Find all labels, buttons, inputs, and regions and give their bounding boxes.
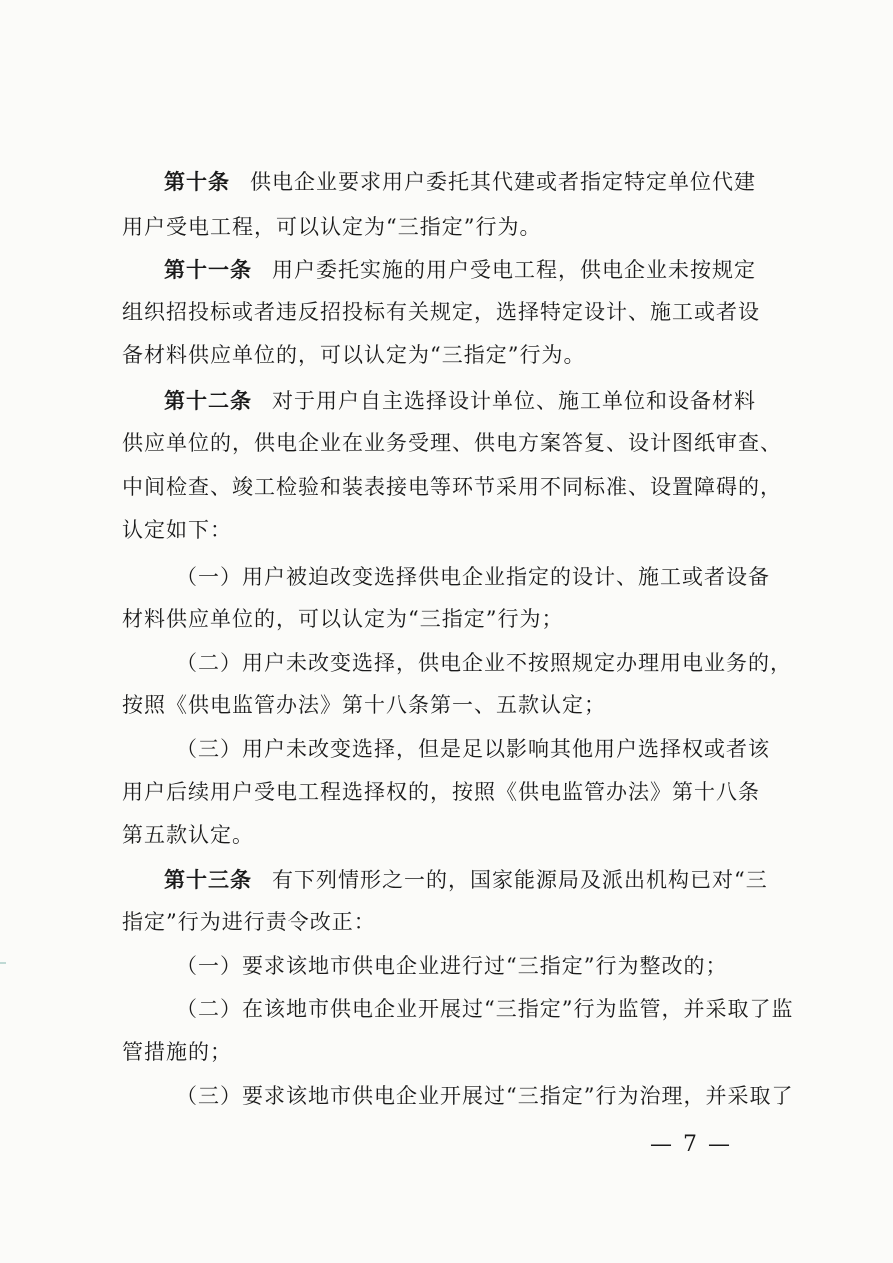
article-10-line-1 [164,167,756,197]
article-label: 第十二条 [164,388,252,413]
article-12-item-2-line-2: 按照《供电监管办法》第十八条第一、五款认定； [122,693,606,717]
line-text: 对于用户自主选择设计单位、施工单位和设备材料 [272,389,756,413]
article-11-line-2: 组织招投标或者违反招投标有关规定，选择特定设计、施工或者设 [122,300,760,324]
article-12-line-1 [164,386,756,416]
article-11-line-1 [164,255,756,285]
article-13-item-1: （一）要求该地市供电企业进行过“三指定”行为整改的； [176,954,728,978]
article-13-item-2-line-2: 管措施的； [122,1040,232,1064]
article-12-line-2: 供应单位的，供电企业在业务受理、供电方案答复、设计图纸审查、 [122,431,782,455]
article-12-line-3: 中间检查、竣工检验和装表接电等环节采用不同标准、设置障碍的， [122,475,782,499]
article-13-line-1 [164,865,768,895]
article-10-line-2: 用户受电工程，可以认定为“三指定”行为。 [122,215,542,239]
page-number: — 7 — [650,1132,732,1157]
article-12-line-4: 认定如下： [122,518,232,542]
article-12-item-3-line-3: 第五款认定。 [122,823,254,847]
article-label: 第十三条 [164,867,252,892]
article-13-line-2: 指定”行为进行责令改正： [122,910,376,934]
scan-edge-mark [0,962,6,964]
line-text: 用户委托实施的用户受电工程，供电企业未按规定 [272,258,756,282]
article-12-item-3-line-1: （三）用户未改变选择，但是足以影响其他用户选择权或者该 [176,737,770,761]
article-label: 第十条 [164,169,230,194]
article-12-item-3-line-2: 用户后续用户受电工程选择权的，按照《供电监管办法》第十八条 [122,780,760,804]
line-text: 供电企业要求用户委托其代建或者指定特定单位代建 [250,170,756,194]
article-12-item-2-line-1: （二）用户未改变选择，供电企业不按照规定办理用电业务的， [176,651,792,675]
line-text: 有下列情形之一的，国家能源局及派出机构已对“三 [272,868,768,892]
article-label: 第十一条 [164,257,252,282]
article-11-line-3: 备材料供应单位的，可以认定为“三指定”行为。 [122,343,586,367]
article-12-item-1-line-1: （一）用户被迫改变选择供电企业指定的设计、施工或者设备 [176,565,770,589]
article-13-item-3-line-1: （三）要求该地市供电企业开展过“三指定”行为治理，并采取了 [176,1084,794,1108]
article-13-item-2-line-1: （二）在该地市供电企业开展过“三指定”行为监管，并采取了监 [176,997,794,1021]
article-12-item-1-line-2: 材料供应单位的，可以认定为“三指定”行为； [122,607,564,631]
